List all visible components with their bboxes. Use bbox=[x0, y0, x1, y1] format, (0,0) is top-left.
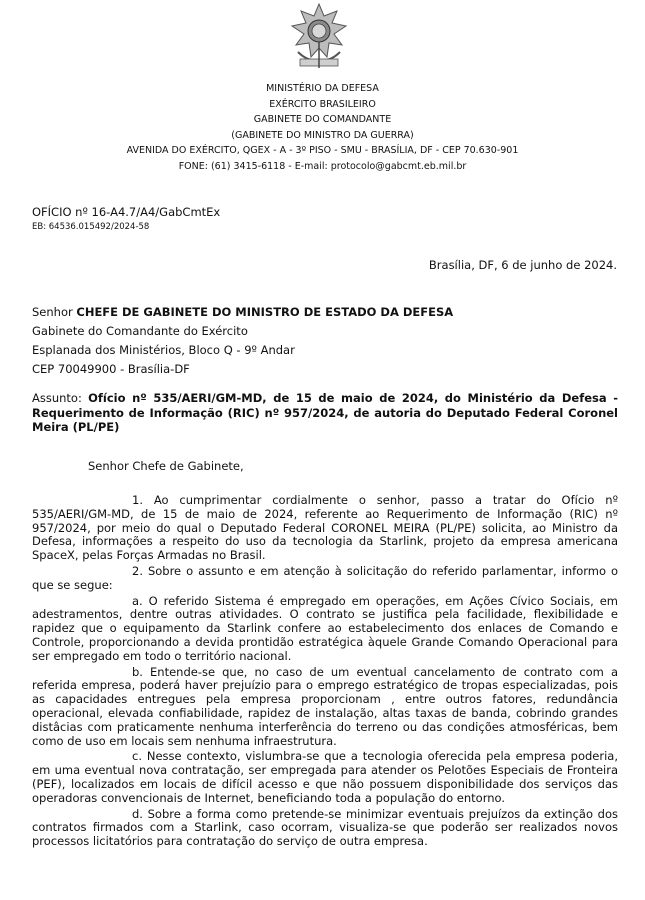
paragraph-2: 2. Sobre o assunto e em atenção à solicitação do referido parlamentar, informo o que se segue: bbox=[32, 563, 618, 592]
addressee-line-4: CEP 70049900 - Brasília-DF bbox=[32, 362, 190, 376]
addressee-line-3: Esplanada dos Ministérios, Bloco Q - 9º Andar bbox=[32, 343, 295, 357]
paragraph-2d: d. Sobre a forma como pretende-se minimizar eventuais prejuízos da extinção dos contratos firmados com a Starlink, caso ocorram, visualiza-se que poderão ser realizados novos processos licitatórios para contratação do serviço de outra empresa. bbox=[32, 806, 618, 849]
addressee-block bbox=[32, 303, 453, 379]
greeting: Senhor Chefe de Gabinete, bbox=[88, 459, 244, 473]
paragraph-2b: b. Entende-se que, no caso de um eventual cancelamento de contrato com a referida empresa, poderá haver prejuízio para o emprego estratégico de tropas especializadas, pois as capacidades entregues pela empresa proporcionam , entre outros fatores, redundância operacional, elevada confiabilidade, rapidez de instalação, altas taxas de banda, cobrindo grandes distâcias com praticamente nenhuma interferência do terreno ou das condições atmosféricas, bem como de uso em locais sem nenhuma infraestrutura. bbox=[32, 664, 618, 748]
letterhead-office: GABINETE DO COMANDANTE bbox=[253, 114, 392, 126]
oficio-number: OFÍCIO nº 16-A4.7/A4/GabCmtEx bbox=[32, 205, 221, 219]
letterhead-ministry: MINISTÉRIO DA DEFESA bbox=[266, 83, 379, 94]
letterhead bbox=[0, 81, 645, 175]
letterhead-address: AVENIDA DO EXÉRCITO, QGEX - A - 3º PISO - SMU - BRASÍLIA, DF - CEP 70.630-901 bbox=[126, 145, 519, 157]
addressee-line-2: Gabinete do Comandante do Exército bbox=[32, 324, 248, 338]
subject-line bbox=[32, 391, 618, 435]
subject-text: Ofício nº 535/AERI/GM-MD, de 15 de maio de 2024, do Ministério da Defesa - Requerimento de Informação (RIC) nº 957/2024, de autoria do Deputado Federal Coronel Meira (PL/PE) bbox=[32, 391, 618, 434]
coat-of-arms-icon bbox=[288, 2, 350, 72]
paragraph-2a: a. O referido Sistema é empregado em operações, em Ações Cívico Sociais, em adestramentos, dentre outras atividades. O contrato se justifica pela facilidade, flexibilidade e rapidez que o equipamento da Starlink confere ao estabelecimento dos enlaces de Comando e Controle, proporcionando a devida prontidão estratégica àquele Grande Comando Operacional para ser empregado em todo o território nacional. bbox=[32, 593, 618, 663]
document-body bbox=[32, 494, 618, 851]
document-reference bbox=[32, 205, 220, 232]
addressee-title: CHEFE DE GABINETE DO MINISTRO DE ESTADO DA DEFESA bbox=[76, 305, 454, 319]
letterhead-contact: FONE: (61) 3415-6118 - E-mail: protocolo@gabcmt.eb.mil.br bbox=[178, 160, 467, 172]
paragraph-1: 1. Ao cumprimentar cordialmente o senhor, passo a tratar do Ofício nº 535/AERI/GM-MD, de 15 de maio de 2024, referente ao Requerimento de Informação (RIC) nº 957/2024, por meio do qual o Deputado Federal CORONEL MEIRA (PL/PE) solicita, ao Ministro da Defesa, informações a respeito do uso da tecnologia da Starlink, projeto da empresa americana SpaceX, pelas Forças Armadas no Brasil. bbox=[32, 493, 618, 563]
subject-label: Assunto: bbox=[32, 391, 89, 405]
letterhead-former-name: (GABINETE DO MINISTRO DA GUERRA) bbox=[231, 129, 414, 141]
addressee-line-1 bbox=[32, 303, 453, 322]
addressee-prefix: Senhor bbox=[32, 305, 77, 319]
paragraph-2c: c. Nesse contexto, vislumbra-se que a tecnologia oferecida pela empresa poderia, em uma eventual nova contratação, ser empregada para atender os Pelotões Especiais de Fronteira (PEF), localizados em locais de difícil acesso e que não possuem disponibilidade dos serviços das operadoras convencionais de Internet, beneficiando toda a população do entorno. bbox=[32, 749, 618, 805]
eb-number: EB: 64536.015492/2024-58 bbox=[32, 222, 150, 232]
document-date: Brasília, DF, 6 de junho de 2024. bbox=[428, 258, 617, 272]
letterhead-army: EXÉRCITO BRASILEIRO bbox=[269, 98, 376, 110]
